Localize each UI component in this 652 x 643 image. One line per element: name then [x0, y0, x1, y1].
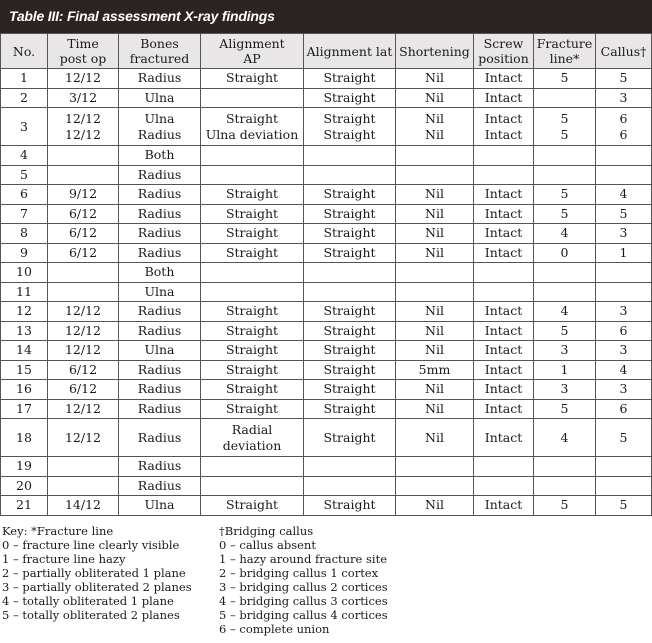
- cell-time-post-op: [48, 263, 119, 283]
- cell-no: 9: [1, 243, 48, 263]
- cell-fracture-line: 3: [534, 380, 596, 400]
- cell-shortening: Nil: [396, 224, 474, 244]
- cell-alignment-ap: Straight: [201, 302, 304, 322]
- cell-bones-fractured: Radius: [119, 419, 201, 457]
- cell-fracture-line: 5: [534, 496, 596, 516]
- cell-shortening: Nil: [396, 243, 474, 263]
- cell-alignment-lat: Straight Straight: [304, 108, 396, 146]
- cell-shortening: [396, 476, 474, 496]
- cell-fracture-line: 4: [534, 302, 596, 322]
- cell-alignment-lat: Straight: [304, 88, 396, 108]
- cell-fracture-line: 5: [534, 321, 596, 341]
- cell-shortening: Nil: [396, 419, 474, 457]
- cell-fracture-line: [534, 476, 596, 496]
- cell-no: 13: [1, 321, 48, 341]
- cell-bones-fractured: Radius: [119, 69, 201, 89]
- cell-no: 3: [1, 108, 48, 146]
- table-row: [1, 321, 652, 341]
- cell-time-post-op: 9/12: [48, 185, 119, 205]
- cell-callus: 4: [596, 360, 652, 380]
- header-fracture-line: Fracture line*: [534, 34, 596, 69]
- cell-alignment-ap: [201, 165, 304, 185]
- cell-bones-fractured: Ulna: [119, 88, 201, 108]
- cell-fracture-line: 4: [534, 224, 596, 244]
- table-row: [1, 457, 652, 477]
- cell-alignment-lat: [304, 263, 396, 283]
- table-row: [1, 224, 652, 244]
- cell-shortening: [396, 282, 474, 302]
- cell-no: 4: [1, 146, 48, 166]
- cell-alignment-ap: Straight: [201, 341, 304, 361]
- cell-alignment-lat: Straight: [304, 224, 396, 244]
- cell-alignment-lat: Straight: [304, 399, 396, 419]
- key-line: 2 – partially obliterated 1 plane: [2, 565, 186, 580]
- cell-screw-position: Intact: [474, 360, 534, 380]
- cell-screw-position: [474, 146, 534, 166]
- cell-callus: 3: [596, 224, 652, 244]
- table-row: [1, 165, 652, 185]
- cell-no: 6: [1, 185, 48, 205]
- cell-callus: [596, 146, 652, 166]
- cell-screw-position: Intact: [474, 224, 534, 244]
- cell-screw-position: Intact: [474, 419, 534, 457]
- table-key: [0, 524, 652, 636]
- cell-callus: 3: [596, 341, 652, 361]
- cell-alignment-ap: [201, 263, 304, 283]
- cell-shortening: Nil: [396, 204, 474, 224]
- cell-alignment-lat: Straight: [304, 341, 396, 361]
- cell-fracture-line: [534, 457, 596, 477]
- cell-shortening: Nil: [396, 399, 474, 419]
- cell-no: 15: [1, 360, 48, 380]
- cell-callus: 4: [596, 185, 652, 205]
- table-row: [1, 476, 652, 496]
- cell-shortening: Nil: [396, 185, 474, 205]
- cell-screw-position: [474, 165, 534, 185]
- cell-screw-position: [474, 282, 534, 302]
- key-line: 5 – totally obliterated 2 planes: [2, 607, 180, 622]
- cell-bones-fractured: Ulna Radius: [119, 108, 201, 146]
- cell-shortening: Nil: [396, 380, 474, 400]
- cell-shortening: Nil: [396, 341, 474, 361]
- key-line: 0 – fracture line clearly visible: [2, 537, 180, 552]
- cell-no: 19: [1, 457, 48, 477]
- cell-alignment-ap: Straight: [201, 380, 304, 400]
- cell-screw-position: Intact: [474, 88, 534, 108]
- cell-time-post-op: [48, 282, 119, 302]
- cell-callus: [596, 165, 652, 185]
- cell-callus: [596, 476, 652, 496]
- cell-fracture-line: [534, 282, 596, 302]
- key-line: 0 – callus absent: [219, 537, 316, 552]
- cell-no: 5: [1, 165, 48, 185]
- key-line: 5 – bridging callus 4 cortices: [219, 607, 388, 622]
- table-row: [1, 419, 652, 457]
- cell-bones-fractured: Radius: [119, 380, 201, 400]
- cell-fracture-line: [534, 263, 596, 283]
- cell-bones-fractured: Ulna: [119, 341, 201, 361]
- cell-callus: [596, 457, 652, 477]
- cell-no: 8: [1, 224, 48, 244]
- cell-alignment-ap: [201, 476, 304, 496]
- cell-callus: [596, 263, 652, 283]
- table-row: [1, 302, 652, 322]
- cell-no: 21: [1, 496, 48, 516]
- cell-screw-position: Intact: [474, 243, 534, 263]
- cell-time-post-op: 12/12: [48, 341, 119, 361]
- cell-time-post-op: 3/12: [48, 88, 119, 108]
- table-row: [1, 380, 652, 400]
- cell-alignment-ap: Straight: [201, 243, 304, 263]
- cell-no: 20: [1, 476, 48, 496]
- cell-screw-position: [474, 263, 534, 283]
- cell-alignment-lat: Straight: [304, 69, 396, 89]
- cell-shortening: [396, 165, 474, 185]
- cell-alignment-ap: Straight: [201, 321, 304, 341]
- cell-screw-position: Intact: [474, 69, 534, 89]
- cell-alignment-ap: [201, 457, 304, 477]
- cell-alignment-lat: Straight: [304, 204, 396, 224]
- cell-shortening: Nil: [396, 88, 474, 108]
- cell-no: 18: [1, 419, 48, 457]
- cell-no: 12: [1, 302, 48, 322]
- cell-bones-fractured: Radius: [119, 165, 201, 185]
- table-row: [1, 263, 652, 283]
- cell-fracture-line: 5: [534, 399, 596, 419]
- cell-callus: 5: [596, 204, 652, 224]
- cell-fracture-line: 1: [534, 360, 596, 380]
- cell-shortening: Nil Nil: [396, 108, 474, 146]
- cell-time-post-op: 12/12: [48, 321, 119, 341]
- cell-alignment-lat: [304, 476, 396, 496]
- cell-alignment-lat: [304, 146, 396, 166]
- cell-screw-position: Intact Intact: [474, 108, 534, 146]
- cell-bones-fractured: Radius: [119, 185, 201, 205]
- cell-time-post-op: [48, 457, 119, 477]
- cell-time-post-op: 12/12: [48, 302, 119, 322]
- cell-alignment-lat: Straight: [304, 360, 396, 380]
- xray-findings-table: [0, 33, 652, 516]
- cell-time-post-op: 6/12: [48, 243, 119, 263]
- cell-time-post-op: 12/12: [48, 399, 119, 419]
- cell-shortening: [396, 146, 474, 166]
- cell-time-post-op: [48, 476, 119, 496]
- cell-callus: 3: [596, 380, 652, 400]
- cell-bones-fractured: Radius: [119, 302, 201, 322]
- cell-callus: 3: [596, 88, 652, 108]
- cell-fracture-line: 5 5: [534, 108, 596, 146]
- table-row: [1, 243, 652, 263]
- header-callus: Callus†: [596, 34, 652, 69]
- cell-time-post-op: 14/12: [48, 496, 119, 516]
- cell-time-post-op: 6/12: [48, 204, 119, 224]
- cell-alignment-ap: Straight Ulna deviation: [201, 108, 304, 146]
- cell-fracture-line: [534, 88, 596, 108]
- cell-alignment-lat: Straight: [304, 321, 396, 341]
- cell-shortening: 5mm: [396, 360, 474, 380]
- cell-callus: 6: [596, 321, 652, 341]
- header-row: [1, 34, 652, 69]
- cell-no: 10: [1, 263, 48, 283]
- cell-screw-position: [474, 476, 534, 496]
- cell-fracture-line: [534, 146, 596, 166]
- key-line: 4 – totally obliterated 1 plane: [2, 593, 174, 608]
- table-row: [1, 360, 652, 380]
- cell-time-post-op: [48, 165, 119, 185]
- key-line: Key: *Fracture line: [2, 523, 114, 538]
- header-bones-fractured: Bones fractured: [119, 34, 201, 69]
- cell-alignment-lat: [304, 457, 396, 477]
- table-row: [1, 69, 652, 89]
- cell-no: 2: [1, 88, 48, 108]
- key-line: 6 – complete union: [219, 621, 330, 636]
- cell-bones-fractured: Radius: [119, 399, 201, 419]
- cell-alignment-lat: Straight: [304, 496, 396, 516]
- cell-shortening: [396, 457, 474, 477]
- table-row: [1, 204, 652, 224]
- cell-fracture-line: [534, 165, 596, 185]
- cell-screw-position: Intact: [474, 204, 534, 224]
- cell-alignment-ap: Straight: [201, 399, 304, 419]
- table-row: [1, 282, 652, 302]
- cell-shortening: Nil: [396, 496, 474, 516]
- cell-no: 17: [1, 399, 48, 419]
- cell-alignment-ap: [201, 146, 304, 166]
- cell-alignment-ap: Straight: [201, 224, 304, 244]
- callus-key: [219, 524, 388, 636]
- header-alignment-ap: Alignment AP: [201, 34, 304, 69]
- cell-time-post-op: 6/12: [48, 224, 119, 244]
- cell-time-post-op: 12/12: [48, 69, 119, 89]
- fracture-line-key: [0, 524, 219, 636]
- table-row: [1, 496, 652, 516]
- cell-bones-fractured: Radius: [119, 457, 201, 477]
- cell-bones-fractured: Radius: [119, 321, 201, 341]
- cell-callus: 6: [596, 399, 652, 419]
- key-line: †Bridging callus: [219, 523, 314, 538]
- cell-screw-position: Intact: [474, 185, 534, 205]
- table-row: [1, 146, 652, 166]
- cell-bones-fractured: Radius: [119, 204, 201, 224]
- table-row: [1, 399, 652, 419]
- cell-alignment-lat: [304, 165, 396, 185]
- cell-alignment-lat: Straight: [304, 302, 396, 322]
- key-line: 3 – bridging callus 2 cortices: [219, 579, 388, 594]
- cell-callus: 3: [596, 302, 652, 322]
- cell-callus: 6 6: [596, 108, 652, 146]
- cell-alignment-ap: [201, 282, 304, 302]
- cell-bones-fractured: Ulna: [119, 282, 201, 302]
- cell-callus: 5: [596, 496, 652, 516]
- cell-time-post-op: 6/12: [48, 380, 119, 400]
- cell-screw-position: Intact: [474, 341, 534, 361]
- cell-no: 14: [1, 341, 48, 361]
- cell-bones-fractured: Radius: [119, 476, 201, 496]
- cell-alignment-ap: Radial deviation: [201, 419, 304, 457]
- cell-alignment-ap: Straight: [201, 185, 304, 205]
- cell-bones-fractured: Radius: [119, 243, 201, 263]
- cell-time-post-op: [48, 146, 119, 166]
- cell-callus: 1: [596, 243, 652, 263]
- cell-alignment-ap: Straight: [201, 69, 304, 89]
- key-line: 2 – bridging callus 1 cortex: [219, 565, 379, 580]
- cell-no: 7: [1, 204, 48, 224]
- cell-fracture-line: 0: [534, 243, 596, 263]
- header-time-post-op: Time post op: [48, 34, 119, 69]
- cell-shortening: [396, 263, 474, 283]
- key-line: 3 – partially obliterated 2 planes: [2, 579, 192, 594]
- cell-callus: 5: [596, 419, 652, 457]
- key-line: 4 – bridging callus 3 cortices: [219, 593, 388, 608]
- table-row: [1, 341, 652, 361]
- cell-no: 16: [1, 380, 48, 400]
- cell-bones-fractured: Radius: [119, 224, 201, 244]
- header-no: No.: [1, 34, 48, 69]
- cell-screw-position: Intact: [474, 321, 534, 341]
- table-row: [1, 185, 652, 205]
- cell-alignment-ap: Straight: [201, 496, 304, 516]
- header-alignment-lat: Alignment lat: [304, 34, 396, 69]
- cell-screw-position: Intact: [474, 496, 534, 516]
- cell-bones-fractured: Radius: [119, 360, 201, 380]
- cell-shortening: Nil: [396, 302, 474, 322]
- table-title: Table III: Final assessment X-ray findings: [0, 0, 652, 33]
- cell-fracture-line: 5: [534, 185, 596, 205]
- cell-alignment-lat: [304, 282, 396, 302]
- cell-screw-position: Intact: [474, 399, 534, 419]
- table-row: [1, 88, 652, 108]
- cell-screw-position: [474, 457, 534, 477]
- cell-bones-fractured: Both: [119, 146, 201, 166]
- cell-fracture-line: 4: [534, 419, 596, 457]
- cell-alignment-ap: Straight: [201, 360, 304, 380]
- cell-fracture-line: 3: [534, 341, 596, 361]
- key-line: 1 – hazy around fracture site: [219, 551, 388, 566]
- key-line: 1 – fracture line hazy: [2, 551, 126, 566]
- cell-alignment-lat: Straight: [304, 419, 396, 457]
- cell-alignment-lat: Straight: [304, 185, 396, 205]
- header-shortening: Shortening: [396, 34, 474, 69]
- cell-callus: 5: [596, 69, 652, 89]
- cell-fracture-line: 5: [534, 204, 596, 224]
- cell-time-post-op: 12/12: [48, 419, 119, 457]
- cell-no: 11: [1, 282, 48, 302]
- cell-callus: [596, 282, 652, 302]
- cell-time-post-op: 6/12: [48, 360, 119, 380]
- cell-shortening: Nil: [396, 321, 474, 341]
- cell-bones-fractured: Ulna: [119, 496, 201, 516]
- table-row: [1, 108, 652, 146]
- cell-shortening: Nil: [396, 69, 474, 89]
- cell-alignment-lat: Straight: [304, 380, 396, 400]
- cell-screw-position: Intact: [474, 302, 534, 322]
- cell-alignment-lat: Straight: [304, 243, 396, 263]
- cell-screw-position: Intact: [474, 380, 534, 400]
- cell-bones-fractured: Both: [119, 263, 201, 283]
- header-screw-position: Screw position: [474, 34, 534, 69]
- cell-alignment-ap: Straight: [201, 204, 304, 224]
- cell-no: 1: [1, 69, 48, 89]
- cell-time-post-op: 12/12 12/12: [48, 108, 119, 146]
- cell-fracture-line: 5: [534, 69, 596, 89]
- cell-alignment-ap: [201, 88, 304, 108]
